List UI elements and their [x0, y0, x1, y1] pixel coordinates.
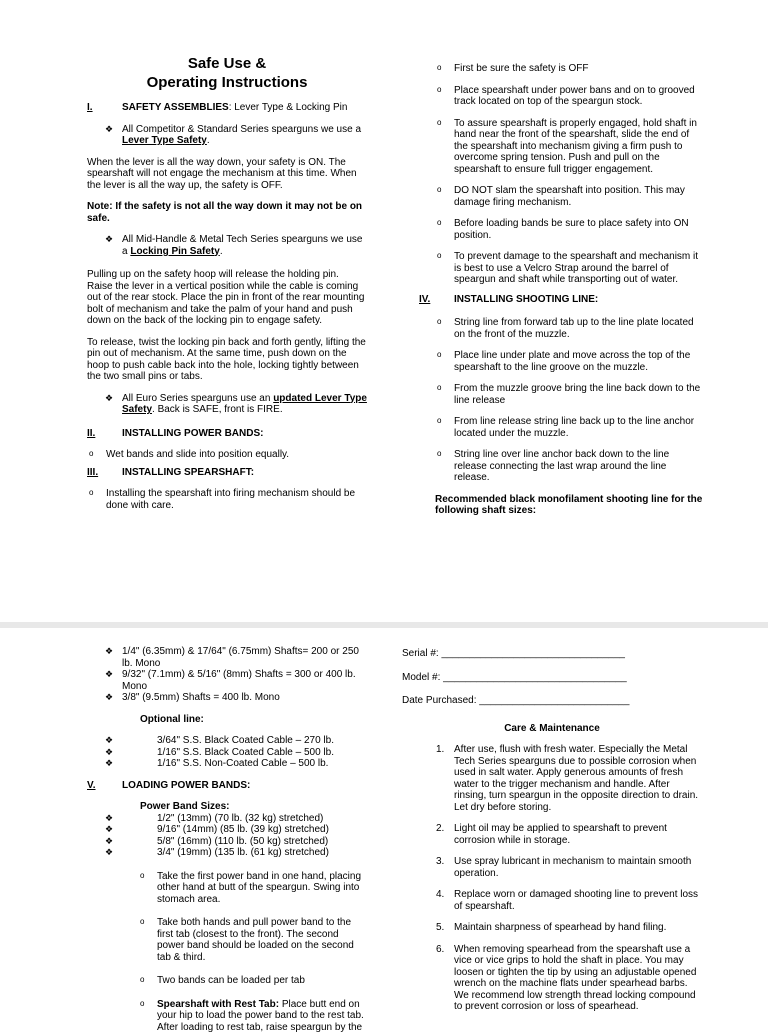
band-size-item: ❖ 9/16" (14mm) (85 lb. (39 kg) stretched)	[87, 824, 367, 836]
band-size-item: ❖ 5/8" (16mm) (110 lb. (50 kg) stretched)	[87, 836, 367, 848]
date-purchased-field: Date Purchased: ___________________________	[402, 695, 702, 707]
load-step: o Take the first power band in one hand, placing other hand at butt of the speargun. Swing into stomach area.	[138, 871, 367, 906]
optional-line-item: ❖ 3/64" S.S. Black Coated Cable – 270 lb.	[87, 735, 367, 747]
band-size-item: ❖ 1/2" (13mm) (70 lb. (32 kg) stretched)	[87, 813, 367, 825]
care-item: 4. Replace worn or damaged shooting line to prevent loss of spearshaft.	[436, 889, 702, 912]
title-line-1: Safe Use &	[87, 54, 367, 73]
section-1-title: SAFETY ASSEMBLIES	[122, 102, 229, 113]
care-item: 2. Light oil may be applied to spearshaft to prevent corrosion while in storage.	[436, 823, 702, 846]
spearshaft-step: o Before loading bands be sure to place safety into ON position.	[435, 218, 703, 241]
care-item: 6. When removing spearhead from the spearshaft use a vice or vice grips to hold the shaft in place. You may loosen or tighten the tip by using an adjustable opened wrench on the machine flats under spearhead barbs. We recommend low strength thread locking compound to prevent corrosion or loss of spearhead.	[436, 944, 702, 1013]
left-column	[87, 54, 367, 511]
spearshaft-step: o To prevent damage to the spearshaft and mechanism it is best to use a Velcro Strap around the barrel of speargun and shaft while transporting out of water.	[435, 251, 703, 286]
section-3-item: o Installing the spearshaft into firing mechanism should be done with care.	[87, 488, 367, 511]
spearshaft-step: o To assure spearshaft is properly engaged, hold shaft in hand near the front of the spearshaft, slide the end of the spearshaft into mechanism giving a firm push to overcome spring tension. Push and pull on the spearshaft to ensure full trigger engagement.	[435, 118, 703, 176]
left-column	[87, 646, 367, 1033]
shaft-size-item: ❖ 9/32" (7.1mm) & 5/16" (8mm) Shafts = 300 or 400 lb. Mono	[87, 669, 367, 692]
shooting-line-step: o String line over line anchor back down to the line release connecting the last wrap around the line release.	[435, 449, 703, 484]
spearshaft-step: o First be sure the safety is OFF	[435, 63, 703, 75]
lever-bullet: ❖ All Competitor & Standard Series spearguns we use a Lever Type Safety.	[87, 124, 367, 147]
section-5-heading: V. LOADING POWER BANDS:	[87, 780, 367, 792]
section-4-heading: IV. INSTALLING SHOOTING LINE:	[419, 294, 703, 306]
spearshaft-step: o DO NOT slam the spearshaft into position. This may damage firing mechanism.	[435, 185, 703, 208]
right-column	[402, 648, 702, 1013]
title-line-2: Operating Instructions	[87, 73, 367, 92]
optional-line-title: Optional line:	[87, 714, 367, 726]
shooting-line-step: o String line from forward tab up to the line plate located on the front of the muzzle.	[435, 317, 703, 340]
serial-field: Serial #: _________________________________	[402, 648, 702, 660]
locking-pin-safety-label: Locking Pin Safety	[130, 246, 219, 257]
shooting-line-step: o From the muzzle groove bring the line back down to the line release	[435, 383, 703, 406]
rest-tab-step: o Spearshaft with Rest Tab: Place butt end on your hip to load the power band to the rest tab. After loading to rest tab, raise speargun by the	[138, 999, 367, 1033]
section-1-heading: I. SAFETY ASSEMBLIES: Lever Type & Locking Pin	[87, 102, 367, 114]
shooting-line-step: o Place line under plate and move across the top of the spearshaft to the line groove on the muzzle.	[435, 350, 703, 373]
lever-paragraph: When the lever is all the way down, your safety is ON. The spearshaft will not engage the mechanism at this time. When the lever is all the way up, the safety is OFF.	[87, 157, 367, 192]
optional-line-item: ❖ 1/16" S.S. Black Coated Cable – 500 lb.	[87, 747, 367, 759]
model-field: Model #: _________________________________	[402, 672, 702, 684]
pin-bullet: ❖ All Mid-Handle & Metal Tech Series spearguns we use a Locking Pin Safety.	[87, 234, 367, 257]
shaft-size-item: ❖ 3/8" (9.5mm) Shafts = 400 lb. Mono	[87, 692, 367, 704]
section-2-heading: II. INSTALLING POWER BANDS:	[87, 428, 367, 440]
recommended-line-note: Recommended black monofilament shooting line for the following shaft sizes:	[435, 494, 703, 517]
care-item: 1. After use, flush with fresh water. Especially the Metal Tech Series spearguns due to possible corrosion when used in salt water. Apply generous amounts of fresh water to the trigger mechanism and handle. After rinsing, turn speargun in the opposite direction to drain. Let dry before storing.	[436, 744, 702, 813]
care-maintenance-title: Care & Maintenance	[402, 723, 702, 735]
load-step: o Take both hands and pull power band to the first tab (closest to the front). The second power band should be loaded on the second tab & third.	[138, 917, 367, 963]
load-step: o Two bands can be loaded per tab	[138, 975, 367, 987]
spearshaft-step: o Place spearshaft under power bans and on to grooved track located on top of the speargun stock.	[435, 85, 703, 108]
euro-bullet: ❖ All Euro Series spearguns use an updated Lever Type Safety. Back is SAFE, front is FIRE.	[87, 393, 367, 416]
section-3-heading: III. INSTALLING SPEARSHAFT:	[87, 467, 367, 479]
safety-note: Note: If the safety is not all the way down it may not be on safe.	[87, 201, 367, 224]
page-2	[0, 628, 768, 1024]
shooting-line-step: o From line release string line back up to the line anchor located under the muzzle.	[435, 416, 703, 439]
updated-lever-safety-label: updated Lever Type Safety	[122, 393, 367, 416]
care-item: 5. Maintain sharpness of spearhead by hand filing.	[436, 922, 702, 934]
lever-type-safety-label: Lever Type Safety	[122, 135, 207, 146]
care-item: 3. Use spray lubricant in mechanism to maintain smooth operation.	[436, 856, 702, 879]
right-column	[435, 63, 703, 517]
power-band-sizes-title: Power Band Sizes:	[87, 801, 367, 813]
section-2-item: o Wet bands and slide into position equally.	[87, 449, 367, 461]
band-size-item: ❖ 3/4" (19mm) (135 lb. (61 kg) stretched)	[87, 847, 367, 859]
shaft-size-item: ❖ 1/4" (6.35mm) & 17/64" (6.75mm) Shafts= 200 or 250 lb. Mono	[87, 646, 367, 669]
pin-paragraph-1: Pulling up on the safety hoop will release the holding pin. Raise the lever in a vertical position while the cable is coming out of the rear stock. Place the pin in front of the rear mounting bolt of mechanism and take the palm of your hand and push down on the back of the locking pin to engage safety.	[87, 269, 367, 327]
optional-line-item: ❖ 1/16" S.S. Non-Coated Cable – 500 lb.	[87, 758, 367, 770]
pin-paragraph-2: To release, twist the locking pin back and forth gently, lifting the pin out of mechanism. At the same time, push down on the hoop to push cable back into the hole, locking tightly between the two small pins or tabs.	[87, 337, 367, 383]
